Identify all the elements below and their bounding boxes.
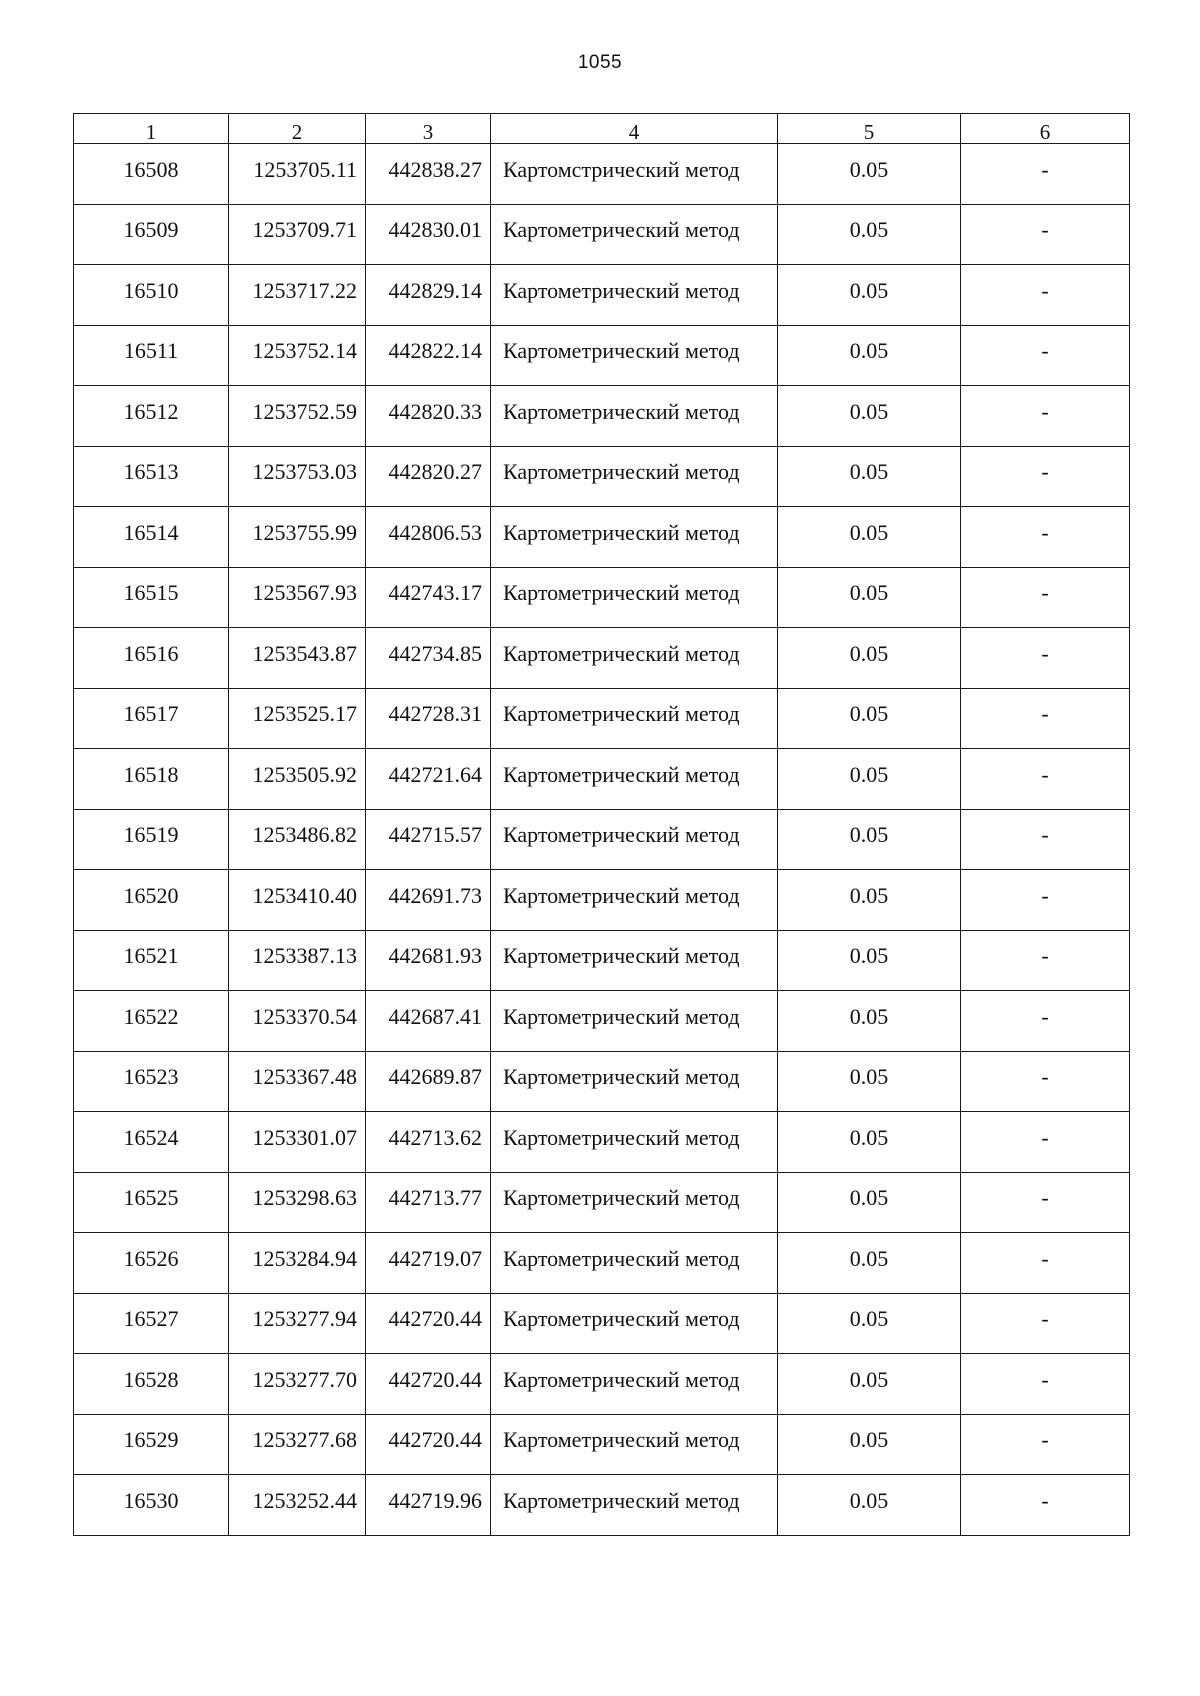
method-cell: Картометрический метод [491,446,778,507]
point-number-cell: 16510 [74,265,229,326]
x-coordinate-cell: 1253284.94 [229,1233,366,1294]
method-cell: Картометрический метод [491,567,778,628]
note-cell: - [961,144,1130,205]
method-cell: Картометрический метод [491,1172,778,1233]
x-coordinate-cell: 1253298.63 [229,1172,366,1233]
accuracy-cell: 0.05 [778,1475,961,1536]
y-coordinate-cell: 442720.44 [366,1354,491,1415]
accuracy-cell: 0.05 [778,991,961,1052]
method-cell: Картометрический метод [491,809,778,870]
point-number-cell: 16529 [74,1414,229,1475]
note-cell: - [961,325,1130,386]
y-coordinate-cell: 442820.33 [366,386,491,447]
column-header: 2 [229,114,366,144]
header-row [74,114,1130,144]
x-coordinate-cell: 1253277.94 [229,1293,366,1354]
y-coordinate-cell: 442830.01 [366,204,491,265]
note-cell: - [961,749,1130,810]
y-coordinate-cell: 442838.27 [366,144,491,205]
point-number-cell: 16523 [74,1051,229,1112]
accuracy-cell: 0.05 [778,325,961,386]
accuracy-cell: 0.05 [778,1414,961,1475]
note-cell: - [961,1414,1130,1475]
note-cell: - [961,930,1130,991]
x-coordinate-cell: 1253486.82 [229,809,366,870]
y-coordinate-cell: 442713.62 [366,1112,491,1173]
x-coordinate-cell: 1253505.92 [229,749,366,810]
accuracy-cell: 0.05 [778,386,961,447]
note-cell: - [961,386,1130,447]
accuracy-cell: 0.05 [778,1172,961,1233]
point-number-cell: 16524 [74,1112,229,1173]
x-coordinate-cell: 1253387.13 [229,930,366,991]
table-row [74,325,1130,386]
note-cell: - [961,204,1130,265]
point-number-cell: 16514 [74,507,229,568]
y-coordinate-cell: 442689.87 [366,1051,491,1112]
point-number-cell: 16515 [74,567,229,628]
method-cell: Картометрический метод [491,1233,778,1294]
accuracy-cell: 0.05 [778,628,961,689]
accuracy-cell: 0.05 [778,688,961,749]
accuracy-cell: 0.05 [778,1233,961,1294]
y-coordinate-cell: 442687.41 [366,991,491,1052]
note-cell: - [961,1112,1130,1173]
point-number-cell: 16511 [74,325,229,386]
accuracy-cell: 0.05 [778,1051,961,1112]
accuracy-cell: 0.05 [778,930,961,991]
y-coordinate-cell: 442822.14 [366,325,491,386]
note-cell: - [961,507,1130,568]
table-row [74,386,1130,447]
note-cell: - [961,1293,1130,1354]
method-cell: Картометрический метод [491,870,778,931]
point-number-cell: 16520 [74,870,229,931]
coordinates-table [73,113,1130,1536]
accuracy-cell: 0.05 [778,749,961,810]
note-cell: - [961,628,1130,689]
accuracy-cell: 0.05 [778,1354,961,1415]
method-cell: Картометрический метод [491,1293,778,1354]
method-cell: Картометрический метод [491,930,778,991]
table-row [74,749,1130,810]
x-coordinate-cell: 1253709.71 [229,204,366,265]
x-coordinate-cell: 1253252.44 [229,1475,366,1536]
point-number-cell: 16517 [74,688,229,749]
table-row [74,1293,1130,1354]
y-coordinate-cell: 442691.73 [366,870,491,931]
y-coordinate-cell: 442806.53 [366,507,491,568]
point-number-cell: 16528 [74,1354,229,1415]
note-cell: - [961,1354,1130,1415]
point-number-cell: 16516 [74,628,229,689]
y-coordinate-cell: 442720.44 [366,1293,491,1354]
x-coordinate-cell: 1253752.14 [229,325,366,386]
table-row [74,265,1130,326]
point-number-cell: 16512 [74,386,229,447]
table-row [74,446,1130,507]
accuracy-cell: 0.05 [778,567,961,628]
y-coordinate-cell: 442829.14 [366,265,491,326]
table-row [74,809,1130,870]
table-row [74,1475,1130,1536]
point-number-cell: 16521 [74,930,229,991]
y-coordinate-cell: 442715.57 [366,809,491,870]
accuracy-cell: 0.05 [778,446,961,507]
table-row [74,1414,1130,1475]
method-cell: Картометрический метод [491,991,778,1052]
point-number-cell: 16522 [74,991,229,1052]
x-coordinate-cell: 1253567.93 [229,567,366,628]
point-number-cell: 16526 [74,1233,229,1294]
accuracy-cell: 0.05 [778,809,961,870]
y-coordinate-cell: 442719.07 [366,1233,491,1294]
x-coordinate-cell: 1253717.22 [229,265,366,326]
point-number-cell: 16525 [74,1172,229,1233]
y-coordinate-cell: 442720.44 [366,1414,491,1475]
table-row [74,688,1130,749]
x-coordinate-cell: 1253525.17 [229,688,366,749]
x-coordinate-cell: 1253367.48 [229,1051,366,1112]
point-number-cell: 16509 [74,204,229,265]
note-cell: - [961,688,1130,749]
method-cell: Картометрический метод [491,204,778,265]
table-row [74,628,1130,689]
method-cell: Картометрический метод [491,1475,778,1536]
y-coordinate-cell: 442719.96 [366,1475,491,1536]
table-header [74,114,1130,144]
table-row [74,1172,1130,1233]
table-row [74,1233,1130,1294]
method-cell: Картомстрический метод [491,144,778,205]
point-number-cell: 16519 [74,809,229,870]
y-coordinate-cell: 442681.93 [366,930,491,991]
note-cell: - [961,1475,1130,1536]
page-number: 1055 [577,52,623,73]
x-coordinate-cell: 1253410.40 [229,870,366,931]
point-number-cell: 16527 [74,1293,229,1354]
method-cell: Картометрический метод [491,1414,778,1475]
method-cell: Картометрический метод [491,1051,778,1112]
point-number-cell: 16530 [74,1475,229,1536]
y-coordinate-cell: 442728.31 [366,688,491,749]
x-coordinate-cell: 1253301.07 [229,1112,366,1173]
method-cell: Картометрический метод [491,325,778,386]
accuracy-cell: 0.05 [778,265,961,326]
note-cell: - [961,1051,1130,1112]
accuracy-cell: 0.05 [778,870,961,931]
x-coordinate-cell: 1253752.59 [229,386,366,447]
note-cell: - [961,1233,1130,1294]
table-row [74,1354,1130,1415]
point-number-cell: 16513 [74,446,229,507]
point-number-cell: 16508 [74,144,229,205]
method-cell: Картометрический метод [491,1354,778,1415]
table-row [74,870,1130,931]
note-cell: - [961,446,1130,507]
note-cell: - [961,991,1130,1052]
table-row [74,144,1130,205]
note-cell: - [961,1172,1130,1233]
table-row [74,991,1130,1052]
x-coordinate-cell: 1253755.99 [229,507,366,568]
y-coordinate-cell: 442734.85 [366,628,491,689]
column-header: 3 [366,114,491,144]
accuracy-cell: 0.05 [778,1293,961,1354]
accuracy-cell: 0.05 [778,507,961,568]
method-cell: Картометрический метод [491,749,778,810]
x-coordinate-cell: 1253277.68 [229,1414,366,1475]
table-row [74,204,1130,265]
note-cell: - [961,809,1130,870]
note-cell: - [961,870,1130,931]
note-cell: - [961,567,1130,628]
column-header: 6 [961,114,1130,144]
table-row [74,507,1130,568]
method-cell: Картометрический метод [491,1112,778,1173]
accuracy-cell: 0.05 [778,204,961,265]
column-header: 1 [74,114,229,144]
x-coordinate-cell: 1253370.54 [229,991,366,1052]
table-row [74,567,1130,628]
column-header: 4 [491,114,778,144]
table-row [74,930,1130,991]
method-cell: Картометрический метод [491,688,778,749]
table-row [74,1051,1130,1112]
y-coordinate-cell: 442743.17 [366,567,491,628]
method-cell: Картометрический метод [491,628,778,689]
x-coordinate-cell: 1253543.87 [229,628,366,689]
x-coordinate-cell: 1253277.70 [229,1354,366,1415]
column-header: 5 [778,114,961,144]
note-cell: - [961,265,1130,326]
y-coordinate-cell: 442721.64 [366,749,491,810]
y-coordinate-cell: 442713.77 [366,1172,491,1233]
method-cell: Картометрический метод [491,507,778,568]
accuracy-cell: 0.05 [778,144,961,205]
table-row [74,1112,1130,1173]
accuracy-cell: 0.05 [778,1112,961,1173]
y-coordinate-cell: 442820.27 [366,446,491,507]
method-cell: Картометрический метод [491,386,778,447]
table-body [74,144,1130,1536]
x-coordinate-cell: 1253753.03 [229,446,366,507]
point-number-cell: 16518 [74,749,229,810]
method-cell: Картометрический метод [491,265,778,326]
x-coordinate-cell: 1253705.11 [229,144,366,205]
